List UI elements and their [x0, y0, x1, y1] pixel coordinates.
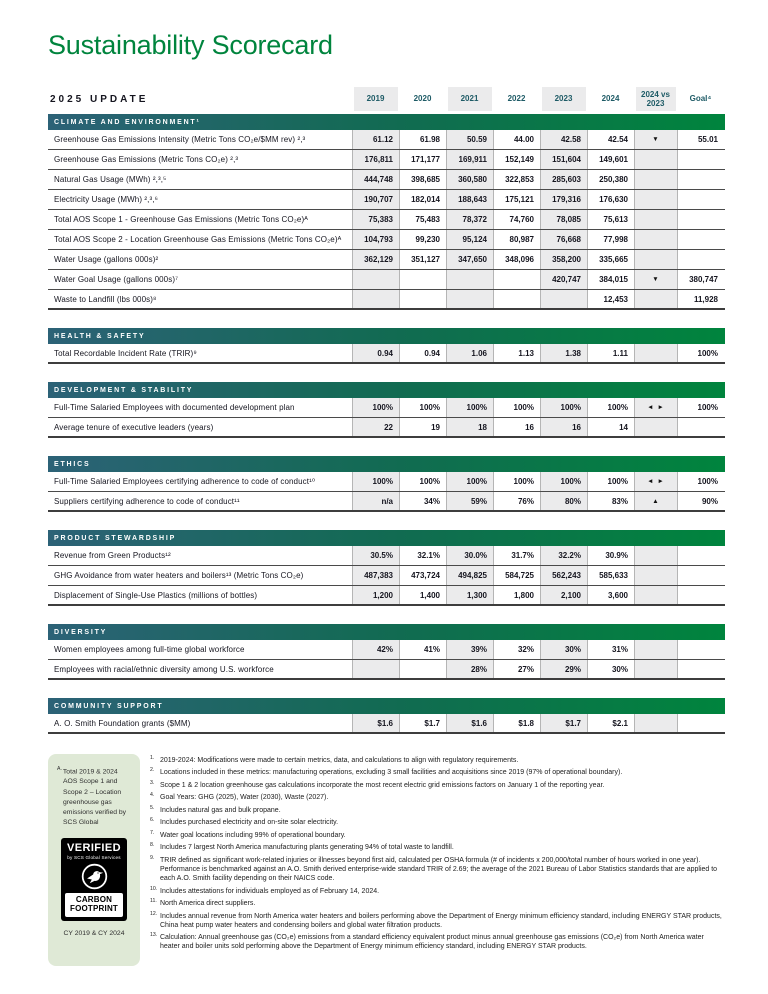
footnote-marker: 6.	[150, 817, 155, 824]
value-cell: $1.6	[352, 714, 399, 732]
row-label: Greenhouse Gas Emissions Intensity (Metric Tons CO₂e/$MM rev) ²,³	[54, 135, 306, 144]
table-row	[48, 230, 725, 250]
value-cell: 39%	[446, 640, 493, 659]
footnote-item	[149, 768, 725, 777]
value-cell: 100%	[446, 398, 493, 417]
footnote-marker: 4.	[150, 792, 155, 799]
table-row	[48, 290, 725, 310]
value-cell: 473,724	[399, 566, 446, 585]
value-cell: 487,383	[352, 566, 399, 585]
value-cell: 100%	[540, 398, 587, 417]
row-label: Greenhouse Gas Emissions (Metric Tons CO₂e) ²,³	[54, 155, 239, 164]
value-cell: 175,121	[493, 190, 540, 209]
value-cell: 44.00	[493, 130, 540, 149]
footnote-text: Includes annual revenue from North America water heaters and boilers performing above the Department of Energy minimum efficiency standard, including ENERGY STAR products, China heat pump water heaters and condensing boilers and global water filtration products.	[160, 912, 722, 929]
footnote-marker: 5.	[150, 804, 155, 811]
kingfisher-bird-icon	[81, 863, 108, 890]
trend-cell	[634, 150, 677, 169]
value-cell: 74,760	[493, 210, 540, 229]
trend-cell: ◄ ►	[634, 398, 677, 417]
table-section	[48, 624, 725, 680]
footnote-item	[149, 843, 725, 852]
footnote-item	[149, 781, 725, 790]
value-cell: 100%	[352, 472, 399, 491]
table-row	[48, 660, 725, 680]
value-cell: 75,483	[399, 210, 446, 229]
section-title: HEALTH & SAFETY	[54, 332, 146, 340]
goal-cell	[677, 170, 724, 189]
section-title: ETHICS	[54, 460, 91, 468]
footnote-item	[149, 756, 725, 765]
scorecard-table	[48, 87, 725, 734]
footnote-marker: 10.	[150, 885, 158, 892]
trend-cell	[634, 546, 677, 565]
footnote-marker: 9.	[150, 854, 155, 861]
goal-cell	[677, 660, 724, 678]
value-cell: 75,383	[352, 210, 399, 229]
value-cell: 2,100	[540, 586, 587, 604]
value-cell	[446, 290, 493, 308]
verification-text-body: Total 2019 & 2024 AOS Scope 1 and Scope 2 – Location greenhouse gas emissions verified by SCS Global	[62, 768, 127, 827]
footnote-list	[149, 754, 725, 966]
footnote-text: Includes attestations for individuals employed as of February 14, 2024.	[160, 887, 380, 895]
year-header: 2023	[540, 87, 587, 111]
value-cell: 14	[587, 418, 634, 436]
footnote-item	[149, 887, 725, 896]
page-title: Sustainability Scorecard	[48, 30, 333, 60]
footnote-text: TRIR defined as significant work-related injuries or illnesses beyond first aid, calculated per OSHA formula (# of incidents x 200,000/total number of hours worked in one year). Performance is benchmarked against an A.O. Smith derived enterprise-wide standard TRIR of 2.69; the average of the 2021 Bureau of Labor Statistics standards that are applied to each A.O. Smith facility depending on their NAICS code.	[160, 856, 718, 883]
table-row	[48, 344, 725, 364]
table-row	[48, 190, 725, 210]
trend-cell	[634, 714, 677, 732]
footnote-text: North America direct suppliers.	[160, 900, 256, 908]
value-cell: 100%	[540, 472, 587, 491]
table-row	[48, 586, 725, 606]
value-cell: 59%	[446, 492, 493, 510]
value-cell: 61.98	[399, 130, 446, 149]
year-header: 2024	[601, 94, 620, 104]
value-cell: 28%	[446, 660, 493, 678]
footnote-item	[149, 933, 725, 951]
footnote-text: 2019-2024: Modifications were made to certain metrics, data, and calculations to align with regulatory requirements.	[160, 757, 519, 764]
footnote-item	[149, 899, 725, 908]
table-row	[48, 546, 725, 566]
section-title: CLIMATE AND ENVIRONMENT¹	[54, 118, 201, 126]
value-cell: 250,380	[587, 170, 634, 189]
value-cell: 169,911	[446, 150, 493, 169]
table-section	[48, 530, 725, 606]
row-label: Total AOS Scope 1 - Greenhouse Gas Emissions (Metric Tons CO₂e)ᴬ	[54, 215, 308, 224]
section-title: DEVELOPMENT & STABILITY	[54, 386, 194, 394]
trend-cell	[634, 210, 677, 229]
row-label: Revenue from Green Products¹²	[54, 551, 171, 560]
trend-cell	[634, 250, 677, 269]
footnote-marker: 7.	[150, 829, 155, 836]
table-row	[48, 250, 725, 270]
value-cell: 104,793	[352, 230, 399, 249]
value-cell: 444,748	[352, 170, 399, 189]
footnote-text: Includes natural gas and bulk propane.	[160, 806, 281, 814]
row-label: Total AOS Scope 2 - Location Greenhouse Gas Emissions (Metric Tons CO₂e)ᴬ	[54, 235, 342, 244]
value-cell: 75,613	[587, 210, 634, 229]
section-title: DIVERSITY	[54, 628, 108, 636]
value-cell: 1.06	[446, 344, 493, 362]
row-label: Water Goal Usage (gallons 000s)⁷	[54, 275, 179, 284]
table-section	[48, 382, 725, 438]
value-cell: 77,998	[587, 230, 634, 249]
trend-cell	[634, 640, 677, 659]
row-label: Waste to Landfill (lbs 000s)⁸	[54, 294, 157, 304]
table-row	[48, 270, 725, 290]
vs-year-header: 2024 vs 2023	[634, 87, 677, 111]
row-label: Total Recordable Incident Rate (TRIR)⁹	[54, 348, 197, 358]
table-row	[48, 566, 725, 586]
table-row	[48, 418, 725, 438]
table-row	[48, 130, 725, 150]
value-cell	[399, 270, 446, 289]
year-header: 2021	[446, 87, 493, 111]
value-cell: 351,127	[399, 250, 446, 269]
value-cell: 1,200	[352, 586, 399, 604]
value-cell: 100%	[587, 398, 634, 417]
value-cell: 1.13	[493, 344, 540, 362]
value-cell: 30.0%	[446, 546, 493, 565]
section-title: PRODUCT STEWARDSHIP	[54, 534, 177, 542]
year-header: 2019	[352, 87, 399, 111]
verification-note-box	[48, 754, 140, 966]
table-row	[48, 472, 725, 492]
table-row	[48, 714, 725, 734]
value-cell: 100%	[493, 472, 540, 491]
table-section	[48, 114, 725, 310]
row-label: Suppliers certifying adherence to code of conduct¹¹	[54, 496, 240, 506]
badge-caption: CY 2019 & CY 2024	[63, 929, 125, 937]
footnote-marker-a: A.	[57, 766, 62, 772]
value-cell: 42.58	[540, 130, 587, 149]
row-label: Water Usage (gallons 000s)²	[54, 255, 159, 264]
value-cell: 176,811	[352, 150, 399, 169]
footnote-marker: 3.	[150, 779, 155, 786]
value-cell: 188,643	[446, 190, 493, 209]
row-label: Full-Time Salaried Employees with documented development plan	[54, 403, 295, 412]
value-cell: 32.2%	[540, 546, 587, 565]
value-cell: 100%	[352, 398, 399, 417]
table-row	[48, 170, 725, 190]
row-label: GHG Avoidance from water heaters and boilers¹³ (Metric Tons CO₂e)	[54, 571, 304, 580]
value-cell: 149,601	[587, 150, 634, 169]
value-cell: 99,230	[399, 230, 446, 249]
row-label: Displacement of Single-Use Plastics (millions of bottles)	[54, 590, 258, 600]
trend-cell	[634, 566, 677, 585]
table-header-row	[48, 87, 725, 111]
goal-cell: 100%	[677, 472, 724, 491]
value-cell: $2.1	[587, 714, 634, 732]
value-cell: 50.59	[446, 130, 493, 149]
value-cell: 0.94	[352, 344, 399, 362]
table-row	[48, 398, 725, 418]
footnote-text: Scope 1 & 2 location greenhouse gas calculations incorporate the most recent electric grid emissions factors on January 1 of the reporting year.	[160, 781, 605, 789]
footnote-text: Includes purchased electricity and on-site solar electricity.	[160, 819, 339, 827]
trend-cell: ▲	[634, 492, 677, 510]
value-cell: 31.7%	[493, 546, 540, 565]
trend-cell	[634, 344, 677, 362]
goal-header: Goal⁴	[689, 94, 712, 104]
value-cell: 76%	[493, 492, 540, 510]
value-cell	[352, 660, 399, 678]
section-header	[48, 624, 725, 640]
value-cell	[446, 270, 493, 289]
section-title: COMMUNITY SUPPORT	[54, 702, 164, 710]
value-cell: 1,300	[446, 586, 493, 604]
badge-subtitle: by SCS Global Services	[67, 855, 121, 861]
value-cell: 179,316	[540, 190, 587, 209]
value-cell: 1.38	[540, 344, 587, 362]
value-cell: 562,243	[540, 566, 587, 585]
value-cell: 420,747	[540, 270, 587, 289]
footnote-marker: 8.	[150, 842, 155, 849]
section-header	[48, 382, 725, 398]
trend-cell	[634, 170, 677, 189]
footnote-item	[149, 806, 725, 815]
goal-cell	[677, 418, 724, 436]
value-cell: 360,580	[446, 170, 493, 189]
footnote-text: Locations included in these metrics: manufacturing operations, excluding 3 small facilities and acquisitions since 2019 (97% of operational boundary).	[160, 769, 623, 777]
value-cell: 61.12	[352, 130, 399, 149]
table-section	[48, 328, 725, 364]
value-cell: 30.5%	[352, 546, 399, 565]
goal-cell	[677, 230, 724, 249]
footnote-marker: 2.	[150, 767, 155, 774]
value-cell: 100%	[446, 472, 493, 491]
value-cell: 12,453	[587, 290, 634, 308]
footnotes-area	[48, 754, 725, 966]
goal-cell	[677, 566, 724, 585]
value-cell: $1.7	[399, 714, 446, 732]
footnote-text: Calculation: Annual greenhouse gas (CO₂e) emissions from a standard efficiency equivalent product minus annual greenhouse gas emissions (CO₂e) from North America water heater and boiler units sold performing above the Department of Energy minimum efficiency standard, including ENERGY STAR products.	[160, 934, 704, 951]
value-cell: 3,600	[587, 586, 634, 604]
goal-cell: 100%	[677, 344, 724, 362]
value-cell: $1.7	[540, 714, 587, 732]
value-cell: 95,124	[446, 230, 493, 249]
footnote-text: Water goal locations including 99% of operational boundary.	[160, 831, 346, 839]
table-row	[48, 640, 725, 660]
value-cell	[352, 270, 399, 289]
value-cell: 27%	[493, 660, 540, 678]
trend-cell	[634, 290, 677, 308]
trend-cell: ▼	[634, 130, 677, 149]
value-cell: 1,400	[399, 586, 446, 604]
value-cell: 171,177	[399, 150, 446, 169]
value-cell: 358,200	[540, 250, 587, 269]
goal-cell	[677, 714, 724, 732]
value-cell: 1,800	[493, 586, 540, 604]
value-cell: 494,825	[446, 566, 493, 585]
value-cell: 31%	[587, 640, 634, 659]
value-cell: 335,665	[587, 250, 634, 269]
value-cell: 347,650	[446, 250, 493, 269]
value-cell: 78,372	[446, 210, 493, 229]
row-label: Employees with racial/ethnic diversity among U.S. workforce	[54, 664, 274, 674]
section-header	[48, 456, 725, 472]
trend-cell: ◄ ►	[634, 472, 677, 491]
value-cell: 16	[540, 418, 587, 436]
value-cell: 0.94	[399, 344, 446, 362]
year-header: 2020	[413, 94, 432, 104]
value-cell: 80,987	[493, 230, 540, 249]
value-cell: 22	[352, 418, 399, 436]
value-cell	[493, 270, 540, 289]
goal-cell: 55.01	[677, 130, 724, 149]
section-header	[48, 328, 725, 344]
footnote-item	[149, 818, 725, 827]
update-label: 2025 UPDATE	[50, 93, 149, 105]
value-cell: 19	[399, 418, 446, 436]
value-cell: 398,685	[399, 170, 446, 189]
value-cell: 322,853	[493, 170, 540, 189]
value-cell: $1.6	[446, 714, 493, 732]
section-header	[48, 114, 725, 130]
goal-cell	[677, 640, 724, 659]
badge-carbon-footprint-label: CARBON FOOTPRINT	[65, 893, 123, 917]
footnote-item	[149, 912, 725, 930]
table-row	[48, 210, 725, 230]
row-label: Natural Gas Usage (MWh) ²,³,⁵	[54, 175, 167, 184]
goal-cell	[677, 546, 724, 565]
row-label: Electricity Usage (MWh) ²,³,⁶	[54, 195, 158, 204]
value-cell: 585,633	[587, 566, 634, 585]
value-cell	[352, 290, 399, 308]
section-header	[48, 530, 725, 546]
row-label: Full-Time Salaried Employees certifying adherence to code of conduct¹⁰	[54, 477, 316, 486]
footnote-marker: 1.	[150, 755, 155, 761]
value-cell: 362,129	[352, 250, 399, 269]
value-cell: 30%	[540, 640, 587, 659]
footnote-marker: 13.	[150, 932, 158, 939]
year-header: 2022	[507, 94, 526, 104]
trend-cell	[634, 230, 677, 249]
footnote-item	[149, 793, 725, 802]
value-cell: 34%	[399, 492, 446, 510]
goal-cell: 11,928	[677, 290, 724, 308]
value-cell: 285,603	[540, 170, 587, 189]
row-label: Women employees among full-time global workforce	[54, 645, 245, 654]
footnote-marker: 11.	[150, 898, 157, 905]
value-cell: 32.1%	[399, 546, 446, 565]
trend-cell	[634, 418, 677, 436]
value-cell: 182,014	[399, 190, 446, 209]
value-cell: 16	[493, 418, 540, 436]
goal-cell	[677, 210, 724, 229]
value-cell: 42%	[352, 640, 399, 659]
section-header	[48, 698, 725, 714]
trend-cell	[634, 660, 677, 678]
trend-cell	[634, 190, 677, 209]
footnote-text: Goal Years: GHG (2025), Water (2030), Waste (2027).	[160, 794, 329, 802]
value-cell: 176,630	[587, 190, 634, 209]
value-cell: 348,096	[493, 250, 540, 269]
value-cell: 30.9%	[587, 546, 634, 565]
value-cell: 78,085	[540, 210, 587, 229]
goal-cell: 380,747	[677, 270, 724, 289]
table-section	[48, 698, 725, 734]
value-cell: 76,668	[540, 230, 587, 249]
value-cell	[399, 660, 446, 678]
value-cell: 100%	[587, 472, 634, 491]
value-cell: 30%	[587, 660, 634, 678]
table-section	[48, 456, 725, 512]
value-cell: 29%	[540, 660, 587, 678]
value-cell: 100%	[399, 472, 446, 491]
value-cell	[493, 290, 540, 308]
footnote-item	[149, 856, 725, 883]
value-cell: $1.8	[493, 714, 540, 732]
goal-cell	[677, 190, 724, 209]
value-cell: 584,725	[493, 566, 540, 585]
value-cell: 41%	[399, 640, 446, 659]
value-cell: 1.11	[587, 344, 634, 362]
row-label: A. O. Smith Foundation grants ($MM)	[54, 718, 191, 728]
value-cell: 18	[446, 418, 493, 436]
goal-cell: 90%	[677, 492, 724, 510]
value-cell: 384,015	[587, 270, 634, 289]
goal-cell	[677, 250, 724, 269]
verification-text	[57, 766, 131, 828]
value-cell: 100%	[493, 398, 540, 417]
table-row	[48, 492, 725, 512]
goal-cell	[677, 586, 724, 604]
value-cell: 100%	[399, 398, 446, 417]
value-cell: 80%	[540, 492, 587, 510]
value-cell: 32%	[493, 640, 540, 659]
value-cell: n/a	[352, 492, 399, 510]
goal-cell: 100%	[677, 398, 724, 417]
value-cell: 151,604	[540, 150, 587, 169]
footnote-item	[149, 831, 725, 840]
value-cell: 83%	[587, 492, 634, 510]
goal-cell	[677, 150, 724, 169]
footnote-text: Includes 7 largest North America manufacturing plants generating 94% of total waste to landfill.	[160, 844, 454, 852]
row-label: Average tenure of executive leaders (years)	[54, 422, 214, 432]
value-cell: 152,149	[493, 150, 540, 169]
table-sections	[48, 114, 725, 734]
trend-cell	[634, 586, 677, 604]
trend-cell: ▼	[634, 270, 677, 289]
value-cell	[540, 290, 587, 308]
footnote-marker: 12.	[150, 910, 158, 917]
value-cell: 42.54	[587, 130, 634, 149]
value-cell	[399, 290, 446, 308]
badge-verified-label: VERIFIED	[67, 842, 121, 855]
value-cell: 190,707	[352, 190, 399, 209]
scs-verified-badge	[61, 838, 127, 921]
table-row	[48, 150, 725, 170]
